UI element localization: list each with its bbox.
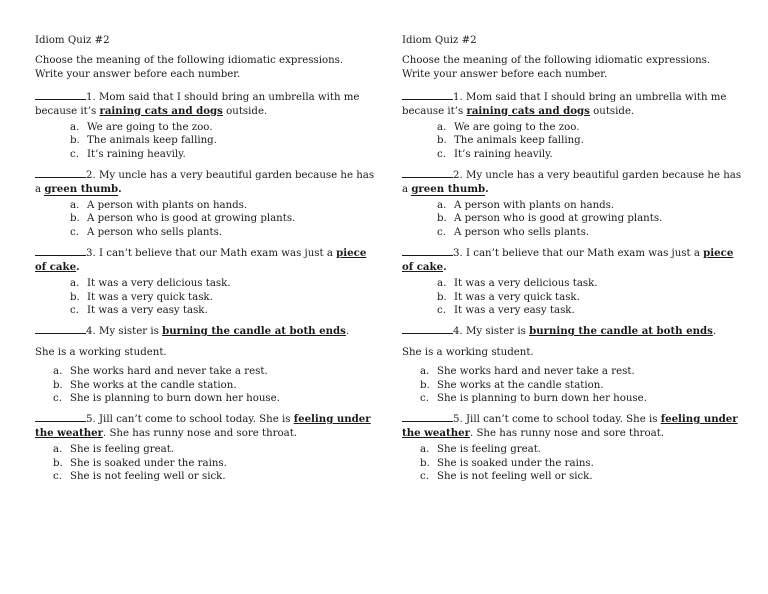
- option: c. She is not feeling well or sick.: [420, 470, 593, 482]
- idiom: feeling under the weather: [402, 413, 738, 439]
- option: b. She is soaked under the rains.: [53, 457, 227, 469]
- question-2: 2. My uncle has a very beautiful garden because he has a green thumb. a. A person with plants on hands. b. A person who is good at growing plants. c. A person who sells plants.: [35, 167, 375, 239]
- instructions-line-2: Write your answer before each number.: [35, 68, 241, 80]
- option: c. A person who sells plants.: [437, 226, 590, 238]
- option: c. It’s raining heavily.: [70, 148, 186, 160]
- option: c. It was a very easy task.: [70, 304, 208, 316]
- option: a. A person with plants on hands.: [437, 200, 615, 212]
- idiom: piece of cake: [402, 247, 734, 273]
- idiom: raining cats and dogs: [466, 104, 590, 117]
- option: b. She works at the candle station.: [53, 379, 237, 391]
- option: a. She is feeling great.: [420, 444, 542, 456]
- idiom: green thumb: [44, 182, 119, 195]
- question-3: 3. I can’t believe that our Math exam was just a piece of cake. a. It was a very delicious task. b. It was a very quick task. c. It was a very easy task.: [402, 245, 742, 317]
- question-note: She is a working student.: [402, 346, 534, 358]
- question-5: 5. Jill can’t come to school today. She is feeling under the weather. She has runny nose and sore throat. a. She is feeling great. b. She is soaked under the rains. c. She is not feeling well or sick.: [35, 411, 375, 483]
- option: c. It’s raining heavily.: [437, 148, 553, 160]
- quiz-column-left: [35, 34, 375, 489]
- answer-blank[interactable]: [402, 323, 453, 334]
- option: a. A person with plants on hands.: [70, 200, 248, 212]
- option: a. We are going to the zoo.: [437, 122, 580, 134]
- idiom: burning the candle at both ends: [529, 325, 713, 338]
- question-1: 1. Mom said that I should bring an umbrella with me because it’s raining cats and dogs outside. a. We are going to the zoo. b. The animals keep falling. c. It’s raining heavily.: [35, 89, 375, 161]
- option: c. She is not feeling well or sick.: [53, 470, 226, 482]
- option: b. The animals keep falling.: [437, 135, 584, 147]
- option: b. She works at the candle station.: [420, 379, 604, 391]
- answer-blank[interactable]: [35, 323, 86, 334]
- option: a. She works hard and never take a rest.: [53, 366, 268, 378]
- idiom: piece of cake: [35, 247, 367, 273]
- quiz-title: Idiom Quiz #2: [35, 35, 110, 46]
- idiom: burning the candle at both ends: [162, 325, 346, 338]
- option: b. It was a very quick task.: [70, 291, 213, 303]
- instructions: [402, 54, 742, 81]
- option: a. It was a very delicious task.: [437, 278, 598, 290]
- answer-blank[interactable]: [35, 167, 86, 178]
- instructions-line-2: Write your answer before each number.: [402, 68, 608, 80]
- option: a. She works hard and never take a rest.: [420, 366, 635, 378]
- quiz-column-right: [402, 34, 742, 489]
- quiz-title: Idiom Quiz #2: [402, 35, 477, 46]
- option: b. She is soaked under the rains.: [420, 457, 594, 469]
- answer-blank[interactable]: [35, 411, 86, 422]
- option: c. She is planning to burn down her house.: [420, 392, 647, 404]
- question-1: 1. Mom said that I should bring an umbrella with me because it’s raining cats and dogs outside. a. We are going to the zoo. b. The animals keep falling. c. It’s raining heavily.: [402, 89, 742, 161]
- answer-blank[interactable]: [35, 245, 86, 256]
- option: b. A person who is good at growing plants.: [70, 213, 296, 225]
- idiom: raining cats and dogs: [99, 104, 223, 117]
- question-2: 2. My uncle has a very beautiful garden because he has a green thumb. a. A person with plants on hands. b. A person who is good at growing plants. c. A person who sells plants.: [402, 167, 742, 239]
- question-note: She is a working student.: [35, 346, 167, 358]
- option: a. We are going to the zoo.: [70, 122, 213, 134]
- option: b. A person who is good at growing plants.: [437, 213, 663, 225]
- option: a. She is feeling great.: [53, 444, 175, 456]
- instructions-line-1: Choose the meaning of the following idiomatic expressions.: [402, 55, 711, 67]
- option: a. It was a very delicious task.: [70, 278, 231, 290]
- question-5: 5. Jill can’t come to school today. She is feeling under the weather. She has runny nose and sore throat. a. She is feeling great. b. She is soaked under the rains. c. She is not feeling well or sick.: [402, 411, 742, 483]
- question-3: 3. I can’t believe that our Math exam was just a piece of cake. a. It was a very delicious task. b. It was a very quick task. c. It was a very easy task.: [35, 245, 375, 317]
- answer-blank[interactable]: [402, 89, 453, 100]
- question-4: 4. My sister is burning the candle at both ends. She is a working student. a. She works hard and never take a rest. b. She works at the candle station. c. She is planning to burn down her house.: [402, 323, 742, 405]
- answer-blank[interactable]: [402, 411, 453, 422]
- option: c. She is planning to burn down her house.: [53, 392, 280, 404]
- answer-blank[interactable]: [402, 167, 453, 178]
- answer-blank[interactable]: [402, 245, 453, 256]
- instructions: [35, 54, 375, 81]
- option: c. A person who sells plants.: [70, 226, 223, 238]
- question-4: 4. My sister is burning the candle at both ends. She is a working student. a. She works hard and never take a rest. b. She works at the candle station. c. She is planning to burn down her house.: [35, 323, 375, 405]
- idiom: feeling under the weather: [35, 413, 371, 439]
- option: b. The animals keep falling.: [70, 135, 217, 147]
- option: b. It was a very quick task.: [437, 291, 580, 303]
- idiom: green thumb: [411, 182, 486, 195]
- instructions-line-1: Choose the meaning of the following idiomatic expressions.: [35, 55, 344, 67]
- answer-blank[interactable]: [35, 89, 86, 100]
- option: c. It was a very easy task.: [437, 304, 575, 316]
